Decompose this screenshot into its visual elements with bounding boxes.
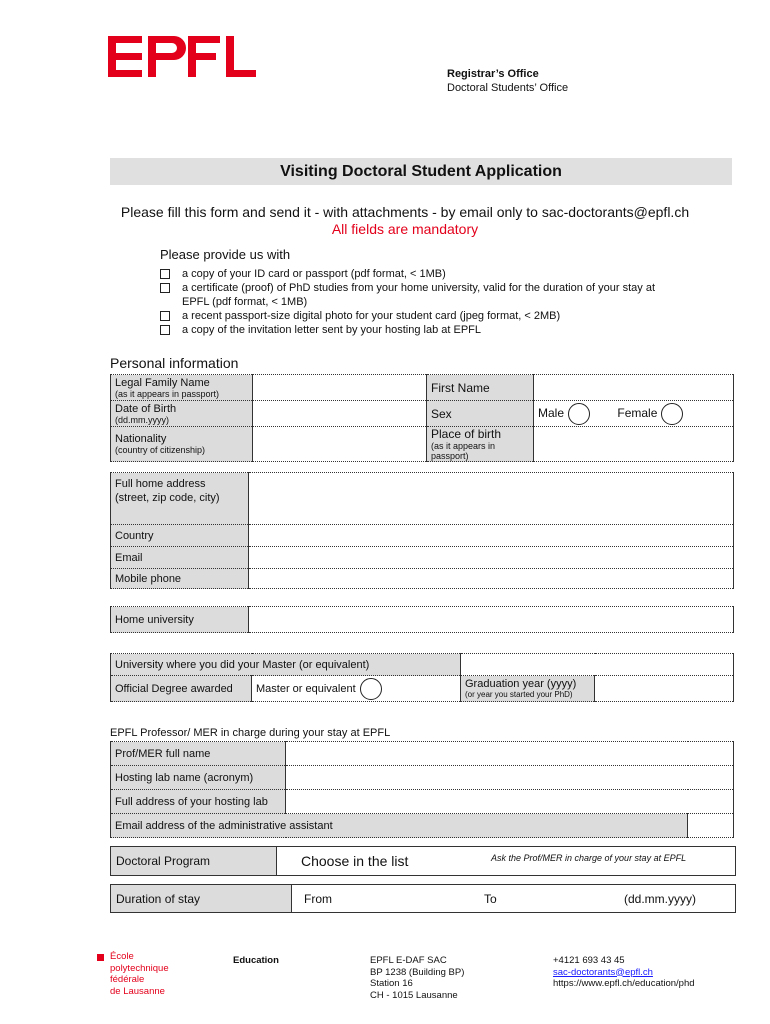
country-field[interactable] (249, 525, 734, 547)
nationality-field[interactable] (253, 427, 427, 462)
office-info (447, 67, 568, 95)
home-address-label: Full home address (street, zip code, city) (111, 473, 249, 525)
mandatory-note: All fields are mandatory (331, 221, 479, 237)
program-label: Doctoral Program (111, 847, 277, 875)
address-table (110, 472, 734, 589)
program-row (110, 846, 736, 876)
intro-text: Please fill this form and send it - with attachments - by email only to sac-doctorants@epfl.ch (120, 204, 690, 220)
epfl-heading: EPFL Professor/ MER in charge during your stay at EPFL (110, 727, 391, 739)
pob-field[interactable] (534, 427, 734, 462)
lab-address-field[interactable] (286, 790, 734, 814)
list-item[interactable]: a copy of the invitation letter sent by your hosting lab at EPFL (160, 323, 680, 337)
epfl-logo (108, 36, 258, 83)
duration-row (110, 884, 736, 913)
checkbox[interactable] (160, 311, 170, 321)
nationality-label: Nationality (country of citizenship) (111, 427, 253, 462)
to-field[interactable]: To (484, 891, 497, 906)
dob-field[interactable] (253, 401, 427, 427)
master-radio[interactable] (360, 678, 382, 700)
epfl-table (110, 741, 734, 838)
home-university-field[interactable] (249, 607, 734, 633)
personal-heading: Personal information (110, 355, 239, 371)
email-label: Email (111, 547, 249, 569)
female-radio[interactable] (661, 403, 683, 425)
mobile-label: Mobile phone (111, 569, 249, 589)
from-field[interactable]: From (304, 891, 332, 906)
master-university-field[interactable] (461, 654, 734, 676)
grad-year-label: Graduation year (yyyy) (or year you started your PhD) (461, 676, 595, 702)
country-label: Country (111, 525, 249, 547)
checkbox[interactable] (160, 269, 170, 279)
master-university-label: University where you did your Master (or equivalent) (111, 654, 461, 676)
office-line1: Registrar’s Office (447, 68, 539, 80)
footer-contact (553, 955, 695, 990)
sex-label: Sex (427, 401, 534, 427)
home-address-field[interactable] (249, 473, 734, 525)
lab-field[interactable] (286, 766, 734, 790)
lab-address-label: Full address of your hosting lab (111, 790, 286, 814)
grad-year-field[interactable] (595, 676, 734, 702)
footer-school: École polytechnique fédérale de Lausanne (97, 951, 169, 997)
home-university-table (110, 606, 734, 633)
master-table (110, 653, 734, 702)
list-item[interactable]: a certificate (proof) of PhD studies from your home university, valid for the duration of your stay at EPFL (pdf format, < 1MB) (160, 281, 680, 309)
degree-options: Master or equivalent (252, 676, 461, 702)
degree-label: Official Degree awarded (111, 676, 252, 702)
date-format: (dd.mm.yyyy) (624, 891, 696, 906)
checkbox[interactable] (160, 283, 170, 293)
footer-email-link[interactable]: sac-doctorants@epfl.ch (553, 966, 653, 978)
program-hint: Ask the Prof/MER in charge of your stay at EPFL (491, 853, 687, 863)
admin-email-label: Email address of the administrative assistant (111, 814, 688, 838)
checkbox[interactable] (160, 325, 170, 335)
program-select[interactable]: Choose in the list (301, 853, 409, 869)
footer-education: Education (233, 955, 279, 966)
footer-phone: +4121 693 43 45 (553, 955, 625, 966)
list-item[interactable]: a recent passport-size digital photo for your student card (jpeg format, < 2MB) (160, 309, 680, 323)
admin-email-field[interactable] (688, 814, 734, 838)
dob-label: Date of Birth (dd.mm.yyyy) (111, 401, 253, 427)
footer-web[interactable]: https://www.epfl.ch/education/phd (553, 978, 695, 989)
legal-name-label: Legal Family Name (as it appears in passport) (111, 375, 253, 401)
legal-name-field[interactable] (253, 375, 427, 401)
red-square-icon (97, 954, 104, 961)
lab-label: Hosting lab name (acronym) (111, 766, 286, 790)
provide-heading: Please provide us with (160, 247, 291, 262)
attachment-checklist (160, 267, 680, 337)
office-line2: Doctoral Students’ Office (447, 82, 569, 94)
mobile-field[interactable] (249, 569, 734, 589)
prof-field[interactable] (286, 742, 734, 766)
form-title: Visiting Doctoral Student Application (110, 158, 732, 185)
first-name-label: First Name (427, 375, 534, 401)
intro (60, 204, 750, 238)
list-item[interactable]: a copy of your ID card or passport (pdf format, < 1MB) (160, 267, 680, 281)
first-name-field[interactable] (534, 375, 734, 401)
personal-table (110, 374, 734, 462)
sex-options: Male Female (534, 401, 734, 427)
home-university-label: Home university (111, 607, 249, 633)
duration-label: Duration of stay (111, 885, 292, 912)
prof-label: Prof/MER full name (111, 742, 286, 766)
footer-address: EPFL E-DAF SAC BP 1238 (Building BP) Station 16 CH - 1015 Lausanne (370, 955, 465, 1001)
pob-label: Place of birth (as it appears in passport) (427, 427, 534, 462)
email-field[interactable] (249, 547, 734, 569)
male-radio[interactable] (568, 403, 590, 425)
